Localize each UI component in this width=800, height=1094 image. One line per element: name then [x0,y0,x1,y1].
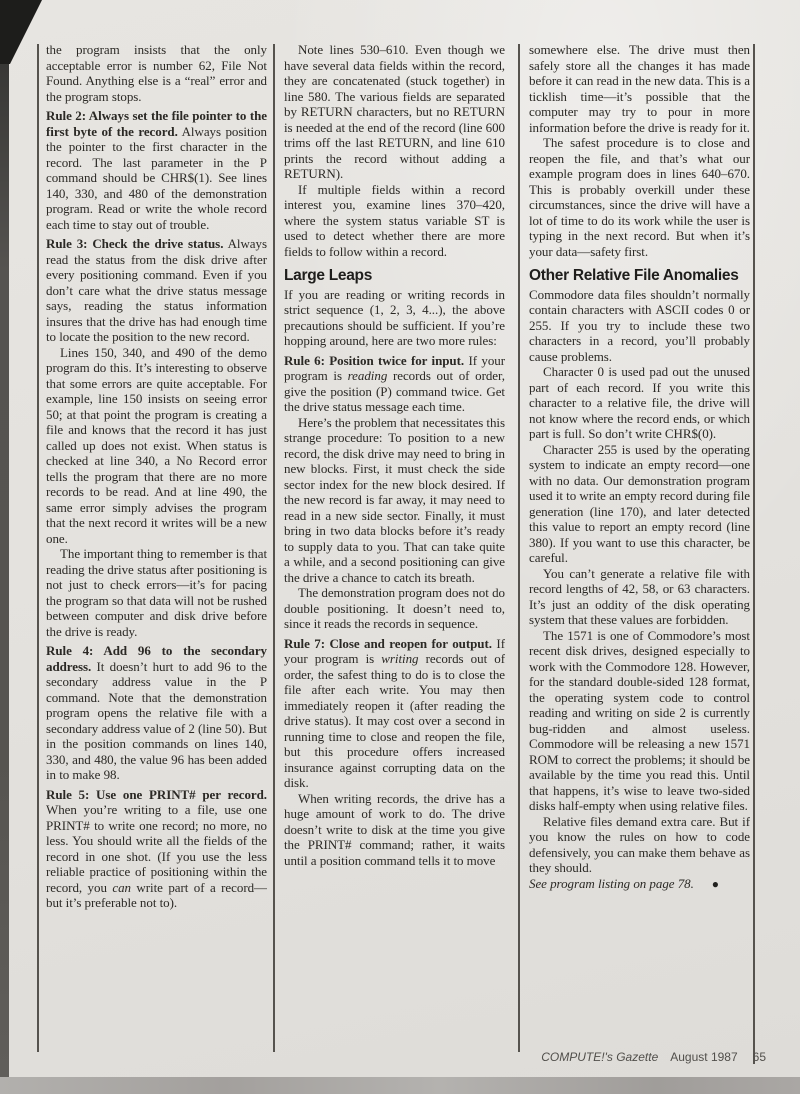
italic-run: writing [381,651,419,666]
paragraph [46,546,267,639]
text-run: When writing records, the drive has a huge amount of work to do. The drive doesn’t write to disk at the time you give the PRINT# command; rather, it waits until a position command tells it to move [284,790,505,868]
column-rule-mid-left [273,44,275,1052]
column-3 [529,42,750,1060]
text-run: the program insists that the only acceptable error is number 62, File Not Found. Anything else is a “real” error and the program stops. [46,42,267,104]
page-footer [0,1050,766,1064]
scan-corner-topleft [0,0,42,64]
text-run: If multiple fields within a record interest you, examine lines 370–420, where the system status variable ST is used to detect whether there are more fields to follow within a record. [284,181,505,259]
paragraph [284,182,505,260]
bold-run: Rule 5: Use one PRINT# per record. [46,786,267,802]
text-run: Note lines 530–610. Even though we have several data fields within the record, they are concatenated (stuck together) in line 580. The various fields are separated by RETURN characters, but no RETURN is needed at the end of the record (line 600 trims off the last RETURN, and line 610 prints the record without adding a RETURN). [284,42,505,181]
paragraph [529,364,750,442]
text-run: When you’re writing to a file, use one PRINT# to write one record; no more, no less. You should write all the fields of the record in one shot. (If you use the less reliable practice of positioning within the record, you [46,802,267,895]
text-run: The important thing to remember is that reading the drive status after positioning is not just to check errors—it’s for pacing the program so that data will not be rushed between computer and disk drive before the drive is ready. [46,546,267,639]
text-run: If your program is [284,635,505,666]
italic-run: reading [347,368,388,383]
paragraph [284,636,505,791]
text-run: Always position the pointer to the first character in the record. The last parameter in the P command should be CHR$(1). See lines 140, 330, and 480 of the demonstration program. Read or write the whole record each time to stay out of trouble. [46,123,267,232]
text-run: The demonstration program does not do double positioning. It doesn’t need to, since it reads the records in sequence. [284,585,505,631]
text-run: You can’t generate a relative file with record lengths of 42, 58, or 63 characters. It’s just an oddity of the disk operating system that these values are forbidden. [529,565,750,627]
text-run: Character 255 is used by the operating system to indicate an empty record—one with no data. Our demonstration program used it to write an empty record during file generation (line 170), and later detected this value to report an empty record (line 380). If you want to use this character, be careful. [529,441,750,565]
issue-date: August 1987 [670,1050,738,1064]
text-run: Relative files demand extra care. But if you know the rules on how to code defensively, you can make them behave as they should. [529,813,750,875]
paragraph [284,791,505,869]
paragraph [46,787,267,911]
bold-run: Rule 4: Add 96 to the secondary address. [46,643,267,674]
paragraph [529,135,750,259]
italic-run: can [112,879,131,895]
paragraph [46,42,267,104]
text-run: write part of a record—but it’s preferable not to). [46,879,267,910]
section-heading: Other Relative File Anomalies [529,267,739,284]
text-run: Character 0 is used pad out the unused part of each record. If you write this character to a relative file, the drive will not know where the record ends, or which part is full. So don’t write CHR$(0). [529,364,750,441]
paragraph [529,876,750,893]
text-run: somewhere else. The drive must then safely store all the changes it has made before it can read in the new data. This is a ticklish time—it’s possible that the computer may try to pour in more information before the drive is ready for it. [529,42,750,135]
column-rule-right [753,44,755,1064]
scan-edge-bottom [0,1077,800,1094]
paragraph [529,287,750,365]
text-run: If your program is [284,352,505,383]
column-rule-left [37,44,39,1052]
text-run: Always read the status from the disk drive after every positioning command. Even if you don’t care what the drive status message says, reading the status information insures that the drive has had enough time to locate the position to the new record. [46,236,267,344]
text-run: records out of order, give the position (P) command twice. Get the drive status message each time. [284,368,505,414]
column-2 [284,42,505,1060]
paragraph [529,442,750,566]
paragraph [46,345,267,547]
text-run: Here’s the problem that necessitates this strange procedure: To position to a new record, the disk drive may need to bring in new blocks. First, it must check the side sector index for the new block desired. If the new record is far away, it may need to read in a new side sector. Finally, it must bring in two data blocks before it’s ready to supply data to you. That can take quite a while, and a second positioning can give the drive a chance to catch its breath. [284,414,505,585]
text-run: Lines 150, 340, and 490 of the demo program do this. It’s interesting to observe that some errors are quite acceptable. For example, line 150 insists on seeing error 50; at that point the program is creating a file and knows that the record it has just called up does not exist. When status is checked at line 340, a No Record error tells the program that there are no more records to be read. And at line 490, the same error simply advises the program that the next record it writes will be a new one. [46,344,267,546]
paragraph [529,814,750,876]
text-run: records out of order, the safest thing to do is to close the file after each write. You may then immediately reopen it (after reading the drive status). It may cost over a second in running time to close and reopen the file, but this procedure offers increased insurance against corrupting data on the disk. [284,651,505,790]
text-run: If you are reading or writing records in strict sequence (1, 2, 3, 4...), the above precautions should be sufficient. If you’re hopping around, here are two more rules: [284,286,505,348]
paragraph [284,42,505,182]
italic-run: See program listing on page 78. [529,875,694,891]
column-1 [46,42,267,1060]
paragraph [46,236,267,345]
magazine-name: COMPUTE!'s Gazette [541,1050,659,1064]
text-run: It doesn’t hurt to add 96 to the secondary address value in the P command. Note that the demonstration program opens the relative file with a secondary address value of 2 (line 50). But in the position commands on lines 140, 330, and 480, the value 96 has been added in to make 98. [46,658,267,782]
scan-edge-left [0,0,9,1077]
column-rule-mid-right [518,44,520,1052]
section-heading: Large Leaps [284,267,373,284]
page-number: 65 [752,1050,766,1064]
paragraph [284,353,505,415]
text-run: The safest procedure is to close and reopen the file, and that’s what our example program does in lines 640–670. This is probably overkill under these circumstances, since the drive will have a lot of time to do its work while the user is typing in the next record. But when it’s your data—safety first. [529,135,750,259]
paragraph [529,42,750,135]
paragraph [284,415,505,586]
bold-run: Rule 7: Close and reopen for output. [284,635,492,651]
bold-run: Rule 2: Always set the file pointer to the first byte of the record. [46,108,267,139]
paragraph [284,287,505,349]
text-run: Commodore data files shouldn’t normally contain characters with ASCII codes 0 or 255. If you try to include these two characters in a record, you’ll probably cause problems. [529,286,750,364]
paragraph [529,566,750,628]
paragraph [46,643,267,783]
end-of-article-marker: ● [711,876,719,891]
text-run: The 1571 is one of Commodore’s most recent disk drives, designed especially to work with the Commodore 128. However, for the standard double-sided 128 format, the operating system code to control reading and writing on side 2 is currently bug-ridden and almost useless. Commodore will be releasing a new 1571 ROM to correct the problems; it should be available by the time you read this. Until that happens, it’s wise to leave two-sided disks half-empty when using relative files. [529,627,750,813]
paragraph [529,628,750,814]
paragraph [46,108,267,232]
bold-run: Rule 3: Check the drive status. [46,236,224,251]
paragraph [284,585,505,632]
bold-run: Rule 6: Position twice for input. [284,352,465,368]
